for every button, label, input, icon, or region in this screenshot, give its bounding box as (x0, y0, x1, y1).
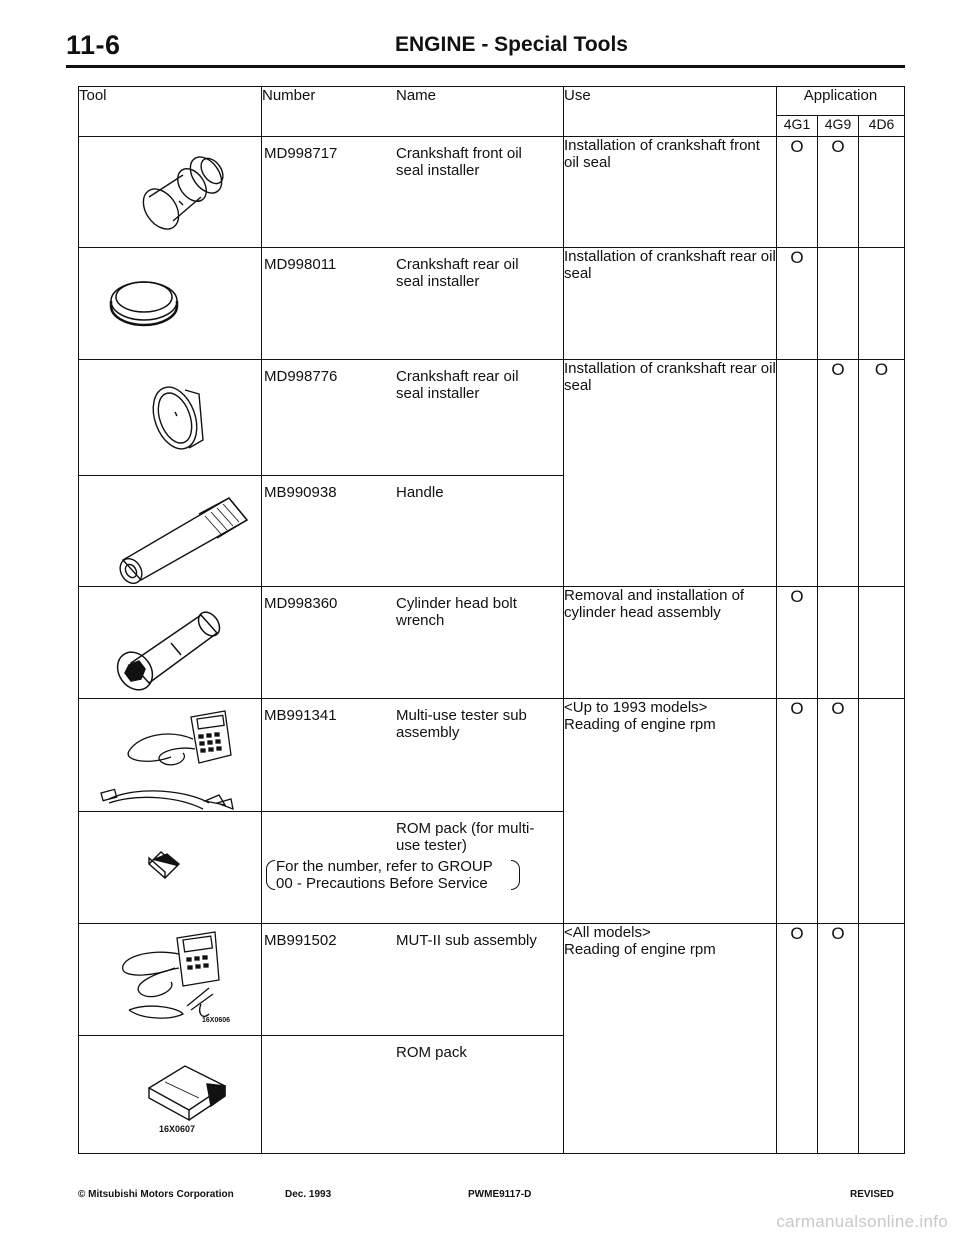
tool-name: ROM pack (396, 1044, 467, 1061)
col-header-application: Application (777, 87, 905, 116)
tool-number: MB990938 (264, 484, 337, 501)
front-oil-seal-installer-icon (79, 137, 262, 248)
page-title: ENGINE - Special Tools (395, 33, 628, 56)
tool-image-cell (79, 360, 262, 476)
tool-number: MB991502 (264, 932, 337, 949)
app-code-4g9: 4G9 (818, 116, 859, 137)
tool-number: MD998360 (264, 595, 338, 612)
tool-image-cell (79, 137, 262, 248)
table-row (79, 587, 905, 699)
tool-number: MD998776 (264, 368, 338, 385)
tool-name: Crankshaft front oil seal installer (396, 145, 522, 179)
tool-name: Crankshaft rear oil seal installer (396, 368, 519, 402)
col-header-tool: Tool (79, 87, 262, 137)
footer-date: Dec. 1993 (285, 1189, 332, 1200)
tool-use-line: Reading of engine rpm (564, 716, 716, 733)
tool-image-cell (79, 248, 262, 360)
app-mark: O (777, 587, 818, 699)
app-mark: O (777, 924, 818, 1154)
tool-use: Removal and installation of cylinder head assembly (564, 587, 777, 699)
tool-use: Installation of crankshaft rear oil seal (564, 360, 777, 587)
rear-oil-seal-installer-icon (79, 248, 262, 360)
tool-image-cell (79, 587, 262, 699)
tool-name: ROM pack (for multi-use tester) (396, 820, 535, 854)
watermark: carmanualsonline.info (776, 1212, 948, 1231)
app-mark (859, 924, 905, 1154)
tool-image-cell (79, 476, 262, 587)
tool-use-line: Reading of engine rpm (564, 941, 716, 958)
rear-oil-seal-installer-icon (79, 360, 262, 476)
image-code: 16X0606 (202, 1017, 231, 1024)
image-code: 16X0607 (159, 1124, 196, 1134)
tool-number (262, 820, 396, 854)
col-header-use: Use (564, 87, 777, 137)
tool-name: Cylinder head bolt wrench (396, 595, 517, 629)
col-header-number: Number (262, 87, 316, 104)
app-code-4g1: 4G1 (777, 116, 818, 137)
footer-status: REVISED (850, 1189, 894, 1200)
table-row (79, 360, 905, 476)
tool-use (564, 924, 777, 1154)
footer-copyright: © Mitsubishi Motors Corporation (78, 1189, 234, 1200)
tool-use (564, 699, 777, 924)
tool-name: Handle (396, 484, 444, 501)
tool-number: MD998717 (264, 145, 338, 162)
app-mark (859, 248, 905, 360)
table-row (79, 137, 905, 248)
app-mark (859, 137, 905, 248)
app-mark: O (777, 248, 818, 360)
table-row (79, 248, 905, 360)
app-mark (859, 699, 905, 924)
app-mark: O (777, 137, 818, 248)
special-tools-table (78, 86, 905, 1154)
app-mark: O (777, 699, 818, 924)
rom-pack-icon (79, 1036, 262, 1154)
app-mark (818, 248, 859, 360)
multi-use-tester-icon (79, 699, 262, 812)
app-mark (777, 360, 818, 587)
app-mark (818, 587, 859, 699)
app-code-4d6: 4D6 (859, 116, 905, 137)
app-mark: O (818, 360, 859, 587)
table-row (79, 924, 905, 1036)
header-rule (66, 65, 905, 68)
mut-ii-tester-icon (79, 924, 262, 1036)
col-header-number-name (262, 87, 564, 137)
rom-pack-icon (79, 812, 262, 924)
tool-name: Crankshaft rear oil seal installer (396, 256, 519, 290)
page-number: 11-6 (66, 30, 121, 60)
col-header-name: Name (396, 87, 437, 104)
app-mark: O (818, 924, 859, 1154)
tool-number: MD998011 (264, 256, 337, 273)
tool-image-cell (79, 1036, 262, 1154)
handle-icon (79, 476, 262, 587)
reference-note: For the number, refer to GROUP 00 - Precautions Before Service (266, 858, 520, 892)
tool-image-cell (79, 699, 262, 812)
footer-doc-code: PWME9117-D (468, 1189, 532, 1200)
tool-number (262, 1044, 396, 1061)
tool-use: Installation of crankshaft rear oil seal (564, 248, 777, 360)
tool-use-line: <All models> (564, 924, 651, 941)
tool-use: Installation of crankshaft front oil seal (564, 137, 777, 248)
tool-name: Multi-use tester sub assembly (396, 707, 527, 741)
tool-number: MB991341 (264, 707, 337, 724)
app-mark: O (818, 137, 859, 248)
tool-image-cell (79, 924, 262, 1036)
bolt-wrench-icon (79, 587, 262, 699)
tool-image-cell (79, 812, 262, 924)
tool-use-line: <Up to 1993 models> (564, 699, 708, 716)
table-row (79, 699, 905, 812)
tool-name: MUT-II sub assembly (396, 932, 537, 949)
app-mark: O (818, 699, 859, 924)
app-mark: O (859, 360, 905, 587)
app-mark (859, 587, 905, 699)
